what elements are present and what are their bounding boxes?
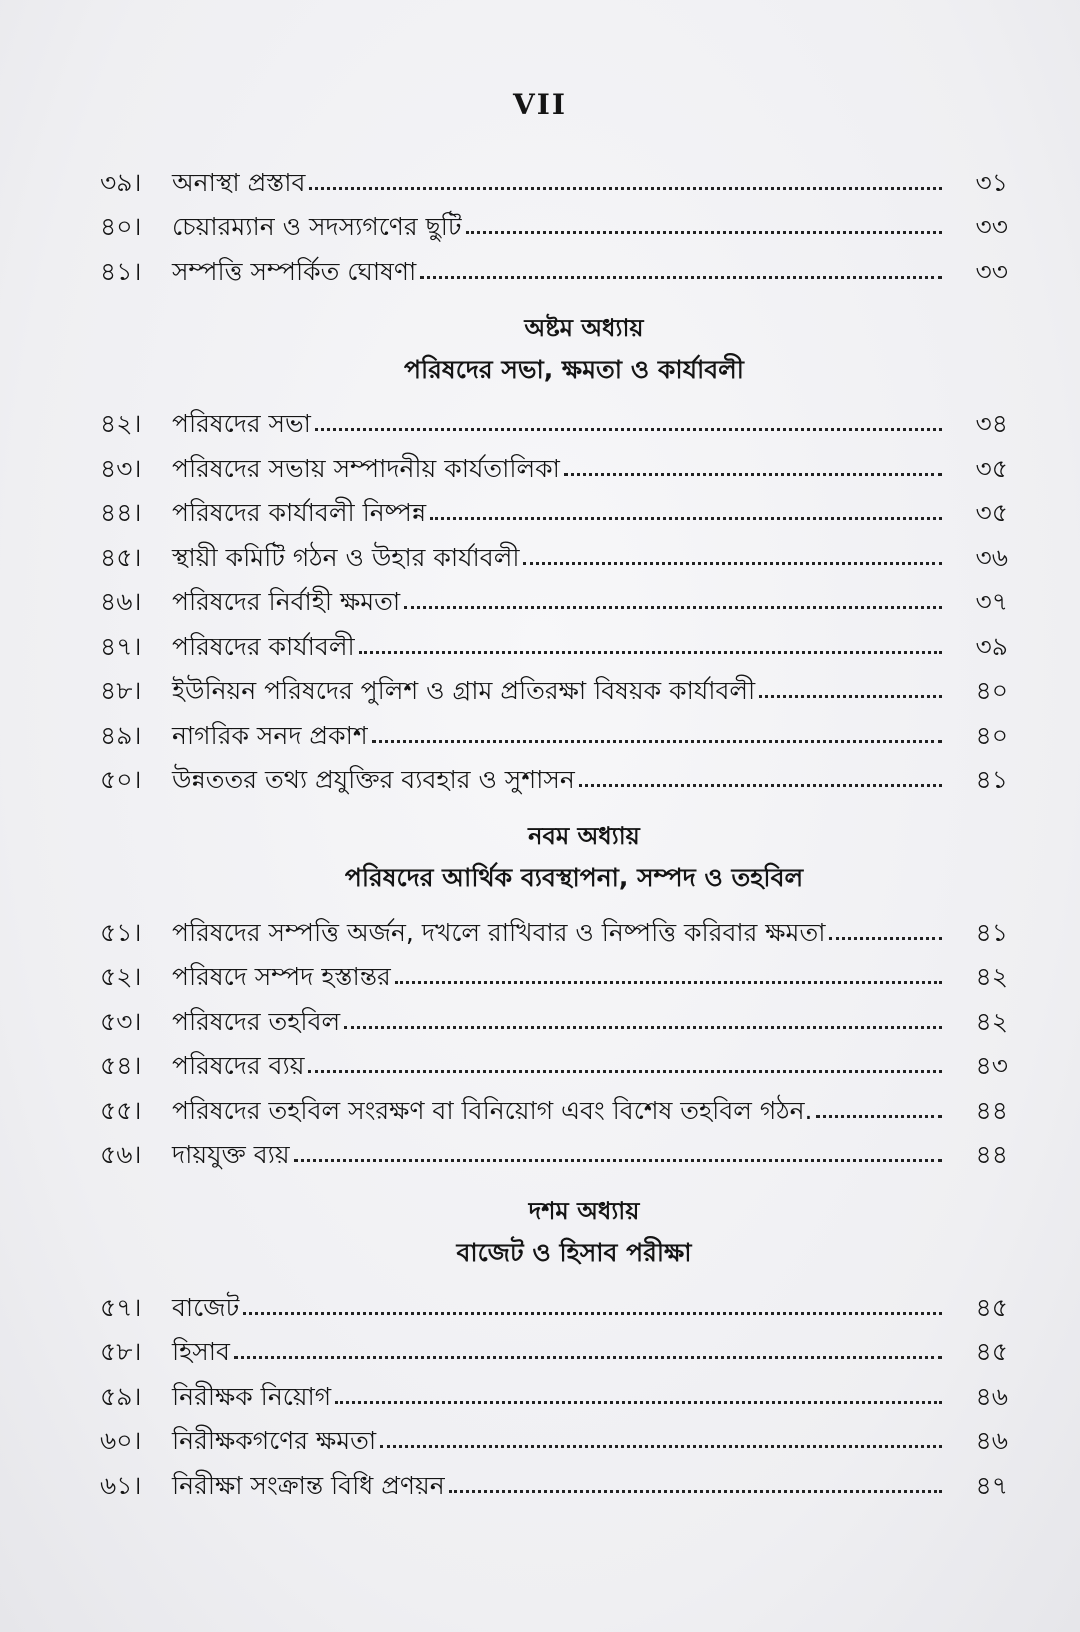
page-ref: ৩১ [975, 167, 1008, 197]
page-ref: ৪৭ [975, 1470, 1008, 1500]
section-title: পরিষদের ব্যয় [172, 1051, 305, 1080]
chapter-heading: নবম অধ্যায় [528, 822, 640, 850]
dot-leader [380, 1444, 942, 1448]
section-gap [100, 284, 1008, 308]
section-title: নিরীক্ষা সংক্রান্ত বিধি প্রণয়ন [172, 1470, 445, 1500]
section-title: পরিষদের কার্যাবলী নিষ্পন্ন [172, 498, 427, 527]
dot-leader [523, 561, 942, 565]
section-number: ৪৯। [100, 720, 142, 750]
section-title: স্থায়ী কমিটি গঠন ও উহার কার্যাবলী [172, 542, 520, 572]
toc-entry [100, 150, 1008, 195]
dot-leader [344, 1025, 942, 1029]
section-gap [100, 792, 1008, 816]
toc-entry [100, 1364, 1008, 1409]
section-number: ৫০। [100, 765, 142, 794]
section-number: ৫৮। [100, 1337, 142, 1366]
page-ref: ৪৬ [975, 1381, 1008, 1411]
page-ref: ৩৫ [975, 453, 1008, 483]
section-title: অনাস্থা প্রস্তাব [172, 167, 306, 197]
section-number: ৬১। [100, 1470, 142, 1500]
toc-entry [100, 392, 1008, 437]
section-title: পরিষদের তহবিল সংরক্ষণ বা বিনিয়োগ এবং বিশেষ তহবিল গঠন. [172, 1095, 813, 1125]
dot-leader [294, 1158, 942, 1162]
dot-leader [234, 1355, 942, 1359]
dot-leader [309, 186, 942, 190]
section-title: পরিষদের কার্যাবলী [172, 631, 355, 661]
section-number: ৬০। [100, 1426, 142, 1455]
toc-entry [100, 1409, 1008, 1454]
section-title: নাগরিক সনদ প্রকাশ [172, 720, 368, 750]
page-ref: ৪১ [975, 917, 1008, 947]
dot-leader [829, 936, 942, 940]
page-ref: ৪০ [975, 720, 1008, 750]
dot-leader [404, 605, 942, 609]
section-number: ৫৪। [100, 1051, 142, 1080]
page-ref: ৩৫ [975, 498, 1008, 527]
page-ref: ৪৪ [975, 1140, 1008, 1169]
dot-leader [564, 472, 942, 476]
page-ref: ৪৫ [975, 1292, 1008, 1322]
section-title: নিরীক্ষকগণের ক্ষমতা [172, 1426, 377, 1455]
page-ref: ৪১ [975, 765, 1008, 794]
section-number: ৩৯। [100, 167, 142, 197]
dot-leader [759, 694, 942, 698]
page-ref: ৩৭ [975, 587, 1008, 616]
toc-entry [100, 1123, 1008, 1168]
toc-entry [100, 1275, 1008, 1320]
section-title: পরিষদের সভায় সম্পাদনীয় কার্যতালিকা [172, 453, 560, 483]
dot-leader [579, 783, 942, 787]
chapter-heading: অষ্টম অধ্যায় [524, 313, 644, 342]
page-ref: ৪২ [975, 962, 1008, 991]
section-gap [100, 1167, 1008, 1191]
dot-leader [359, 650, 942, 654]
section-title: পরিষদের তহবিল [172, 1006, 341, 1036]
toc-entry [100, 900, 1008, 945]
toc-entry [100, 195, 1008, 240]
toc-entry [100, 703, 1008, 748]
dot-leader [243, 1311, 942, 1315]
section-title: পরিষদের নির্বাহী ক্ষমতা [172, 587, 401, 616]
dot-leader [420, 275, 942, 279]
dot-leader [335, 1400, 942, 1404]
toc-entry [100, 436, 1008, 481]
toc-entry [100, 659, 1008, 704]
toc-entry [100, 570, 1008, 615]
section-number: ৪৩। [100, 453, 142, 483]
page-ref: ৩৯ [975, 631, 1008, 661]
dot-leader [372, 739, 942, 743]
toc-entry [100, 945, 1008, 990]
section-number: ৪৪। [100, 498, 142, 527]
section-number: ৫৩। [100, 1006, 142, 1036]
toc-entry [100, 481, 1008, 526]
section-title: পরিষদে সম্পদ হস্তান্তর [172, 962, 391, 991]
dot-leader [816, 1114, 942, 1118]
section-number: ৫৯। [100, 1381, 142, 1411]
section-title: ইউনিয়ন পরিষদের পুলিশ ও গ্রাম প্রতিরক্ষা বিষয়ক কার্যাবলী [172, 676, 756, 705]
toc-entry [100, 1453, 1008, 1498]
section-title: পরিষদের সম্পত্তি অর্জন, দখলে রাখিবার ও নিষ্পত্তি করিবার ক্ষমতা [172, 917, 826, 947]
section-title: দায়যুক্ত ব্যয় [172, 1140, 290, 1169]
section-number: ৫৭। [100, 1292, 142, 1322]
dot-leader [315, 427, 942, 431]
page-ref: ৩৬ [975, 542, 1008, 572]
chapter-title: পরিষদের সভা, ক্ষমতা ও কার্যাবলী [404, 354, 744, 384]
section-number: ৪৬। [100, 587, 142, 616]
page-number: VII [513, 88, 567, 121]
toc-entry [100, 1078, 1008, 1123]
page-ref: ৪৩ [975, 1051, 1008, 1080]
table-of-contents [100, 150, 1008, 1498]
page-ref: ৪০ [975, 676, 1008, 705]
dot-leader [430, 516, 942, 520]
section-title: সম্পত্তি সম্পর্কিত ঘোষণা [172, 256, 417, 286]
section-title: উন্নততর তথ্য প্রযুক্তির ব্যবহার ও সুশাসন [172, 765, 575, 794]
dot-leader [466, 230, 942, 234]
page-ref: ৪৪ [975, 1095, 1008, 1125]
toc-entry [100, 1034, 1008, 1079]
section-title: নিরীক্ষক নিয়োগ [172, 1381, 332, 1411]
dot-leader [449, 1489, 942, 1493]
chapter-heading: দশম অধ্যায় [528, 1197, 640, 1225]
page-ref: ৩৩ [975, 212, 1008, 241]
chapter-title: পরিষদের আর্থিক ব্যবস্থাপনা, সম্পদ ও তহবিল [344, 863, 804, 892]
toc-entry [100, 525, 1008, 570]
section-number: ৫১। [100, 917, 142, 947]
toc-entry [100, 614, 1008, 659]
dot-leader [395, 980, 942, 984]
section-number: ৫৫। [100, 1095, 142, 1125]
section-title: হিসাব [172, 1337, 230, 1366]
section-number: ৫২। [100, 962, 142, 991]
toc-entry [100, 748, 1008, 793]
section-number: ৪২। [100, 409, 142, 438]
page-ref: ৪৫ [975, 1337, 1008, 1366]
section-title: চেয়ারম্যান ও সদস্যগণের ছুটি [172, 212, 462, 241]
section-number: ৪১। [100, 256, 142, 286]
toc-entry [100, 1320, 1008, 1365]
toc-entry [100, 239, 1008, 284]
section-number: ৪০। [100, 212, 142, 241]
section-number: ৫৬। [100, 1140, 142, 1169]
chapter-title: বাজেট ও হিসাব পরীক্ষা [456, 1238, 692, 1267]
section-title: পরিষদের সভা [172, 409, 311, 438]
section-number: ৪৭। [100, 631, 142, 661]
page-ref: ৩৩ [975, 256, 1008, 286]
page-ref: ৪২ [975, 1006, 1008, 1036]
section-title: বাজেট [172, 1292, 240, 1322]
toc-entry [100, 989, 1008, 1034]
section-number: ৪৫। [100, 542, 142, 572]
page-ref: ৩৪ [975, 409, 1008, 438]
section-number: ৪৮। [100, 676, 142, 705]
page-ref: ৪৬ [975, 1426, 1008, 1455]
dot-leader [308, 1069, 942, 1073]
